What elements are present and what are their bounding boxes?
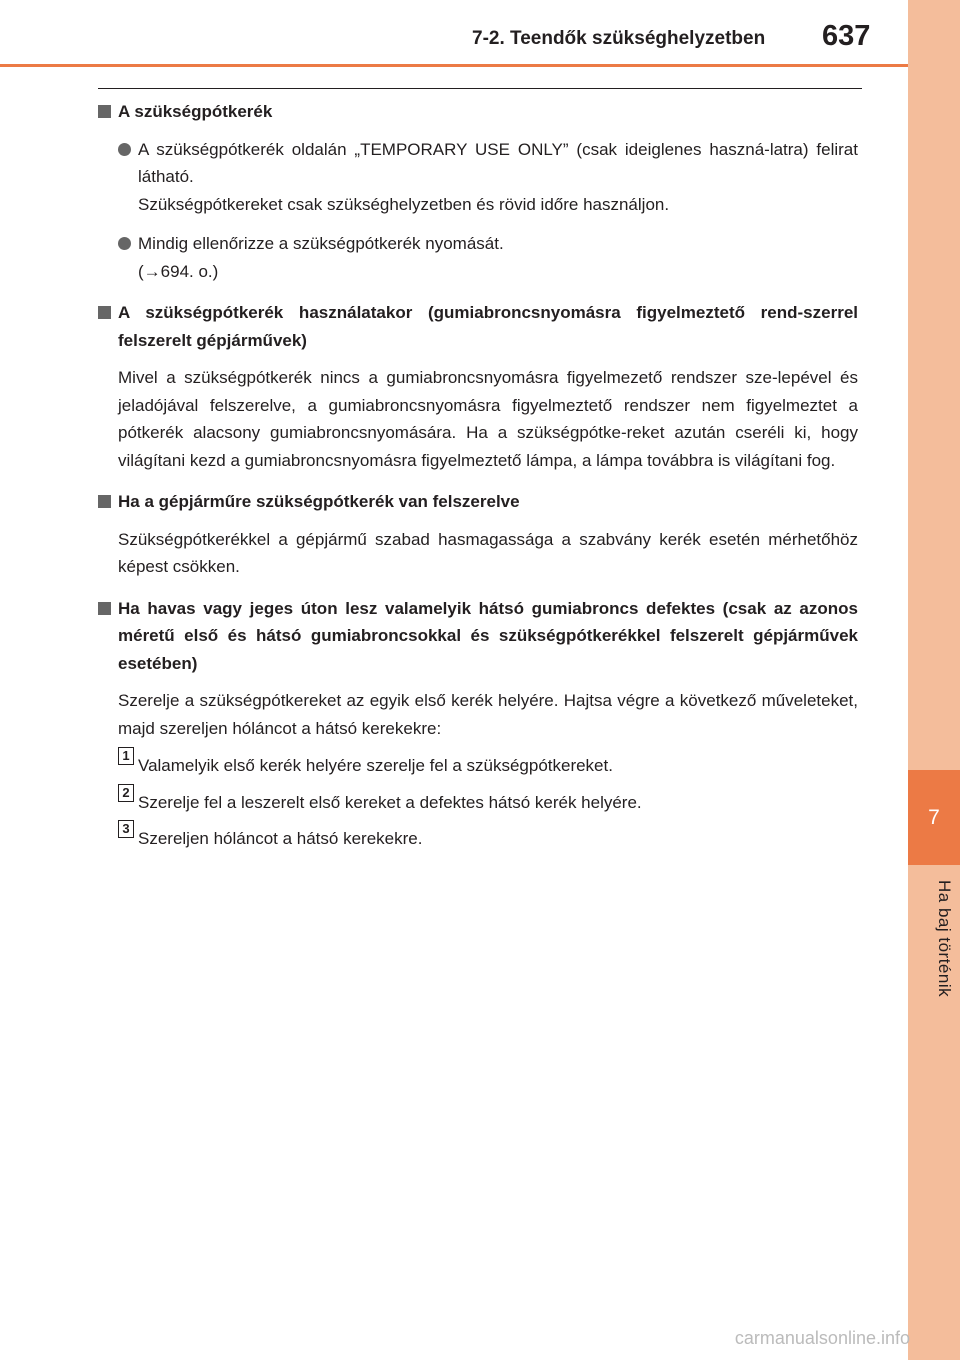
section-paragraph: Szerelje a szükségpótkereket az egyik első kerék helyére. Hajtsa végre a következő műveleteket, majd szereljen hóláncot a hátsó kerekekre:: [118, 691, 858, 738]
section-title: Ha a gépjárműre szükségpótkerék van felszerelve: [118, 492, 520, 511]
square-bullet-icon: [98, 306, 111, 319]
section-ground-clearance: [98, 488, 858, 581]
section-title: A szükségpótkerék: [118, 102, 273, 121]
section-title: Ha havas vagy jeges úton lesz valamelyik hátsó gumiabroncs defektes (csak az azonos méretű első és hátsó gumiabroncsokkal és szükségpótkerékkel felszerelt gépjárművek esetében): [118, 598, 858, 673]
step-number: 1: [118, 747, 134, 765]
page-content: [98, 98, 858, 867]
side-tab: [908, 0, 960, 1360]
square-bullet-icon: [98, 602, 111, 615]
footer-watermark: carmanualsonline.info: [734, 1328, 910, 1348]
page-number: 637: [822, 20, 871, 52]
step-item: [118, 821, 858, 853]
circle-bullet-icon: [118, 237, 131, 250]
step-number: 2: [118, 784, 134, 802]
square-bullet-icon: [98, 495, 111, 508]
circle-bullet-icon: [118, 143, 131, 156]
header-rule: [0, 64, 908, 67]
step-text: Szerelje fel a leszerelt első kereket a defektes hátsó kerék helyére.: [138, 792, 642, 812]
chapter-number-tab[interactable]: [908, 770, 960, 865]
step-number: 3: [118, 820, 134, 838]
step-text: Valamelyik első kerék helyére szerelje fel a szükségpótkereket.: [138, 756, 613, 775]
bullet-item: [118, 136, 858, 219]
section-title: A szükségpótkerék használatakor (gumiabroncsnyomásra figyelmeztető rend-szerrel felszerelt gépjárművek): [118, 303, 858, 350]
bullet-text: Szükségpótkereket csak szükséghelyzetben és rövid időre használjon.: [138, 194, 670, 214]
step-item: [118, 748, 858, 780]
page-reference-link[interactable]: (→694. o.): [138, 261, 219, 281]
running-header-title: 7-2. Teendők szükséghelyzetben: [472, 28, 766, 49]
bullet-item: [118, 230, 858, 285]
step-item: [118, 784, 858, 817]
bullet-text: A szükségpótkerék oldalán „TEMPORARY USE ONLY” (csak ideiglenes haszná-latra) felirat látható.: [138, 139, 858, 186]
bullet-text: Mindig ellenőrizze a szükségpótkerék nyomását.: [138, 234, 504, 253]
chapter-number: 7: [928, 805, 940, 829]
square-bullet-icon: [98, 105, 111, 118]
content-top-rule: [98, 88, 862, 89]
section-snow-chains: [98, 595, 858, 853]
section-paragraph: Mivel a szükségpótkerék nincs a gumiabroncsnyomásra figyelmezető rendszer sze-lepével és jeladójával felszerelve, a gumiabroncsnyomásra figyelmeztető rendszer nem figyelmeztet a pótkerék alacsony gumiabroncsnyomására. Ha a szükségpótke-reket azután cseréli ki, hogy világítani kezd a gumiabroncsnyomásra figyelmeztető lámpa, a lámpa továbbra is világítani fog.: [118, 368, 858, 470]
step-text: Szereljen hóláncot a hátsó kerekekre.: [138, 829, 423, 848]
section-paragraph: Szükségpótkerékkel a gépjármű szabad hasmagassága a szabvány kerék esetén mérhetőhöz képest csökken.: [118, 529, 858, 576]
section-tpms: [98, 299, 858, 474]
section-spare-tire: [98, 98, 858, 285]
chapter-label: Ha baj történik: [935, 880, 954, 998]
